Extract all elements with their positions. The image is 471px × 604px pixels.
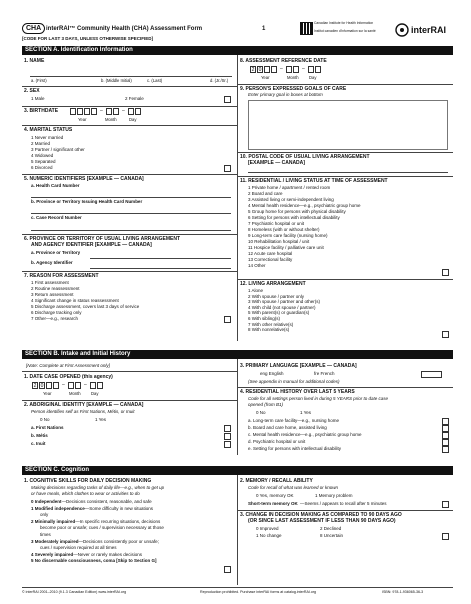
birth-day-caption: Day bbox=[129, 117, 137, 122]
case-day-caption: Day bbox=[91, 391, 99, 396]
ref-month-caption: Month bbox=[287, 75, 299, 80]
reason-option: 7 Other—e.g., research bbox=[31, 316, 79, 321]
inuit-box[interactable] bbox=[224, 441, 231, 448]
residence-option: 3 Assisted living or semi-independent living bbox=[248, 197, 334, 202]
interrai-logo-icon bbox=[395, 23, 409, 37]
birthdate-label: 3. BIRTHDATE bbox=[24, 108, 59, 114]
cognitive-option bbox=[40, 546, 117, 551]
history-item: d. Psychiatric hospital or unit bbox=[248, 439, 306, 444]
language-english: eng English bbox=[260, 371, 284, 376]
digit-box[interactable] bbox=[91, 108, 97, 115]
living-option: 2 With spouse / partner only bbox=[248, 293, 305, 299]
digit-box[interactable] bbox=[75, 382, 81, 389]
short-term-memory-label: Short-term memory OK bbox=[248, 501, 298, 506]
interrai-brand: interRAI bbox=[411, 25, 447, 35]
residence-option: 12 Acute care hospital bbox=[248, 251, 293, 256]
history-hint-2: opened (from B1) bbox=[248, 402, 284, 407]
history-hint-1: Code for all settings person lived in during 5 YEARS prior to date case bbox=[248, 396, 388, 401]
memory-code-ok: 0 Yes, memory OK bbox=[256, 493, 294, 498]
reason-option: 1 First assessment bbox=[31, 280, 69, 285]
digit-box[interactable] bbox=[53, 382, 59, 389]
living-option: 7 With other relative(s) bbox=[248, 321, 294, 327]
living-option: 8 With nonrelative(s) bbox=[248, 327, 290, 333]
digit-box[interactable] bbox=[293, 66, 299, 73]
separator: – bbox=[100, 108, 103, 114]
digit-box[interactable] bbox=[315, 66, 321, 73]
residence-option: 6 Setting for persons with intellectual disability bbox=[248, 215, 340, 220]
language-french: fre French bbox=[314, 371, 335, 376]
province-territory-label: a. Province or Territory bbox=[31, 250, 81, 255]
divider bbox=[237, 387, 453, 388]
cognitive-option-desc: —Decisions consistent, reasonable, and safe bbox=[61, 499, 152, 504]
cognitive-option bbox=[31, 507, 153, 512]
cognitive-option-code: 2 Minimally impaired bbox=[31, 518, 76, 524]
reason-option: 5 Discharge assessment, covers last 3 days of service bbox=[31, 304, 140, 309]
digit-box[interactable] bbox=[84, 108, 90, 115]
suffix-caption: d. (Jr./Sr.) bbox=[210, 78, 229, 83]
residence-option: 7 Psychiatric hospital or unit bbox=[248, 221, 305, 226]
column-divider bbox=[237, 55, 238, 341]
decision-change-label: 3. CHANGE IN DECISION MAKING AS COMPARED TO 90 DAYS AGO bbox=[240, 512, 402, 518]
section-b-header: SECTION B. Intake and Initial History bbox=[22, 350, 453, 359]
divider bbox=[237, 84, 453, 85]
memory-label: 2. MEMORY / RECALL ABILITY bbox=[240, 478, 313, 484]
case-record-input[interactable] bbox=[31, 230, 231, 231]
divider bbox=[22, 234, 237, 235]
aboriginal-code-yes: 1 Yes bbox=[95, 417, 107, 422]
digit-box[interactable] bbox=[46, 382, 52, 389]
reference-date-input[interactable] bbox=[250, 66, 350, 74]
sex-code-box[interactable] bbox=[224, 96, 231, 103]
residence-option: 11 Hospice facility / palliative care unit bbox=[248, 245, 324, 250]
postal-code-sub: [EXAMPLE — CANADA] bbox=[248, 160, 305, 166]
digit-box[interactable]: 2 bbox=[251, 67, 255, 73]
history-item: c. Mental health residence—e.g., psychiatric group home bbox=[248, 432, 362, 437]
digit-box[interactable] bbox=[128, 108, 134, 115]
cognitive-option bbox=[40, 533, 51, 538]
aboriginal-label: 2. ABORIGINAL IDENTITY [EXAMPLE — CANADA] bbox=[24, 402, 144, 408]
cognitive-option bbox=[40, 513, 48, 518]
first-nations-label: a. First Nations bbox=[31, 425, 64, 430]
divider bbox=[237, 176, 453, 177]
language-note: (See appendix in manual for additional codes) bbox=[248, 379, 340, 384]
residence-option: 14 Other bbox=[248, 263, 266, 268]
residence-option: 13 Correctional facility bbox=[248, 257, 293, 262]
cognitive-hint-2: or have meals, which clothes to wear or activities to do bbox=[31, 491, 140, 496]
sex-option-female: 2 Female bbox=[125, 96, 144, 101]
divider bbox=[22, 371, 237, 372]
change-option: 8 Uncertain bbox=[320, 533, 344, 538]
marital-code-box[interactable] bbox=[224, 165, 231, 172]
residence-option: 4 Mental health residence—e.g., psychiatric group home bbox=[248, 203, 361, 208]
cognitive-skills-label: 1. COGNITIVE SKILLS FOR DAILY DECISION MAKING bbox=[24, 478, 152, 484]
name-input-line[interactable] bbox=[30, 76, 232, 77]
residential-status-label: 11. RESIDENTIAL / LIVING STATUS AT TIME OF ASSESSMENT bbox=[240, 178, 388, 184]
residence-option: 9 Long-term care facility (nursing home) bbox=[248, 233, 328, 238]
separator: – bbox=[84, 382, 87, 388]
section-b-note: [Note: Complete at First Assessment only] bbox=[26, 363, 110, 368]
reference-date-label: 8. ASSESSMENT REFERENCE DATE bbox=[240, 58, 327, 64]
divider bbox=[237, 279, 453, 280]
agency-identifier-label: b. Agency Identifier bbox=[31, 260, 73, 265]
cognitive-option-code: 0 Independent bbox=[31, 499, 62, 504]
case-opened-input[interactable] bbox=[32, 382, 132, 390]
cognitive-option bbox=[31, 520, 160, 525]
cognitive-option-code: 3 Moderately impaired bbox=[31, 538, 79, 544]
issuing-province-label: b. Province or Territory Issuing Health Card Number bbox=[31, 199, 143, 204]
column-divider bbox=[237, 475, 238, 585]
ref-day-caption: Day bbox=[309, 75, 317, 80]
cognitive-option bbox=[31, 540, 159, 545]
last-name-caption: c. (Last) bbox=[147, 78, 163, 83]
code-note: [CODE FOR LAST 3 DAYS, UNLESS OTHERWISE SPECIFIED] bbox=[22, 36, 154, 41]
separator: – bbox=[280, 66, 283, 72]
section-c-header: SECTION C. Cognition bbox=[22, 466, 453, 475]
cihi-name-en: Canadian Institute for Health Information bbox=[314, 21, 374, 25]
reason-option: 2 Routine reassessment bbox=[31, 286, 80, 291]
change-option: 0 Improved bbox=[256, 526, 279, 531]
decision-change-label-2: (OR SINCE LAST ASSESSMENT IF LESS THAN 90 DAYS AGO) bbox=[248, 518, 396, 524]
goals-entry-area[interactable] bbox=[248, 100, 448, 150]
history-box[interactable] bbox=[442, 418, 449, 425]
inuit-label: c. Inuit bbox=[31, 441, 46, 446]
first-nations-box[interactable] bbox=[224, 425, 231, 432]
province-input[interactable] bbox=[90, 258, 231, 259]
marital-option: 6 Divorced bbox=[31, 165, 53, 170]
residence-option: 1 Private home / apartment / rented room bbox=[248, 185, 331, 190]
footer-reproduction: Reproduction prohibited. Purchase interRAI forms at catalog.interRAI.org bbox=[200, 590, 317, 594]
divider bbox=[22, 106, 237, 107]
cognitive-option-desc: cues / supervision required at all times bbox=[40, 545, 117, 551]
issuing-province-input[interactable] bbox=[31, 213, 231, 214]
residence-option: 2 Board and care bbox=[248, 191, 283, 196]
case-year-caption: Year bbox=[43, 391, 52, 396]
history-box[interactable] bbox=[442, 446, 449, 453]
footer-rule bbox=[22, 587, 453, 588]
footer-isbn: ISBN: 978-1-936065-36-3 bbox=[382, 590, 424, 594]
digit-box[interactable] bbox=[308, 66, 314, 73]
birthdate-input[interactable] bbox=[70, 108, 188, 116]
footer-copyright: © interRAI 2001–2010 (9.1.3 Canadian Edition) www.interRAI.org bbox=[22, 590, 127, 594]
reason-option: 6 Discharge tracking only bbox=[31, 310, 82, 315]
goals-label: 9. PERSON'S EXPRESSED GOALS OF CARE bbox=[240, 86, 347, 92]
agency-identifier-input[interactable] bbox=[90, 268, 231, 269]
reason-code-box[interactable] bbox=[224, 316, 231, 323]
living-option: 6 With sibling(s) bbox=[248, 316, 281, 321]
digit-box[interactable]: 2 bbox=[33, 383, 37, 389]
digit-box[interactable] bbox=[70, 108, 76, 115]
digit-box[interactable] bbox=[113, 108, 119, 115]
metis-box[interactable] bbox=[224, 433, 231, 440]
residence-option: 5 Group home for persons with physical disability bbox=[248, 209, 346, 214]
cognitive-option-desc: —Decisions consistently poor or unsafe; bbox=[78, 538, 159, 544]
case-opened-label: 1. DATE CASE OPENED (this agency) bbox=[24, 374, 113, 380]
cognitive-option-code: 5 No discernable consciousness, coma [Skip to Section G] bbox=[31, 558, 157, 564]
cihi-name-fr: Institut canadien d'information sur la santé bbox=[314, 29, 376, 33]
name-label: 1. NAME bbox=[24, 58, 45, 64]
digit-box[interactable]: 0 bbox=[40, 383, 44, 389]
language-code-box[interactable] bbox=[421, 371, 442, 378]
divider bbox=[237, 152, 453, 153]
residence-option: 10 Rehabilitation hospital / unit bbox=[248, 239, 310, 244]
memory-hint: Code for recall of what was learned or known bbox=[248, 485, 339, 490]
cognitive-option-desc: —Some difficulty in new situations bbox=[84, 505, 153, 511]
column-divider bbox=[237, 359, 238, 455]
history-item: a. Long-term care facility—e.g., nursing home bbox=[248, 418, 340, 423]
history-item: b. Board and care home, assisted living bbox=[248, 425, 327, 430]
cognitive-option bbox=[31, 553, 142, 558]
living-option: 3 With spouse / partner and other(s) bbox=[248, 299, 321, 305]
cha-logo-badge: CHA bbox=[22, 23, 45, 34]
reason-option: 4 Significant change in status reassessment bbox=[31, 298, 119, 303]
divider bbox=[22, 271, 237, 272]
separator: – bbox=[62, 382, 65, 388]
cognitive-option-desc: times bbox=[40, 532, 51, 537]
numeric-identifiers-label: 5. NUMERIC IDENTIFIERS [EXAMPLE — CANADA] bbox=[24, 176, 144, 182]
middle-initial-caption: b. (Middle Initial) bbox=[101, 78, 132, 83]
cognitive-option bbox=[31, 559, 157, 564]
marital-status-label: 4. MARITAL STATUS bbox=[24, 127, 73, 133]
cognitive-code-box[interactable] bbox=[224, 566, 231, 573]
history-box[interactable] bbox=[442, 425, 449, 432]
divider bbox=[22, 125, 237, 126]
marital-option: 3 Partner / significant other bbox=[31, 147, 85, 152]
cihi-logo-icon bbox=[300, 22, 313, 35]
cognitive-option-desc: —In specific recurring situations, decisions bbox=[75, 518, 161, 524]
province-label-cont: AND AGENCY IDENTIFIER [EXAMPLE — CANADA] bbox=[31, 242, 152, 248]
digit-box[interactable] bbox=[135, 108, 141, 115]
divider bbox=[22, 86, 237, 87]
history-item: e. Setting for persons with intellectual disability bbox=[248, 446, 342, 451]
history-code-no: 0 No bbox=[256, 410, 266, 415]
marital-option: 1 Never married bbox=[31, 135, 64, 140]
metis-label: b. Métis bbox=[31, 433, 48, 438]
living-option: 4 With child (not spouse / partner) bbox=[248, 304, 316, 310]
short-term-memory-box[interactable] bbox=[442, 501, 449, 508]
divider bbox=[237, 510, 453, 511]
health-card-input[interactable] bbox=[31, 197, 231, 198]
cognitive-option bbox=[40, 526, 164, 531]
cognitive-option bbox=[31, 500, 152, 505]
reason-label: 7. REASON FOR ASSESSMENT bbox=[24, 273, 99, 279]
cognitive-option-desc: become poor or unsafe; cues / supervision necessary at those bbox=[40, 525, 164, 531]
change-option: 2 Declined bbox=[320, 526, 342, 531]
digit-box[interactable] bbox=[106, 108, 112, 115]
sex-label: 2. SEX bbox=[24, 88, 40, 94]
short-term-memory-desc: —Seems / appears to recall after 5 minutes bbox=[300, 501, 387, 506]
change-option: 1 No change bbox=[256, 533, 282, 538]
residence-code-box[interactable] bbox=[442, 269, 449, 276]
case-month-caption: Month bbox=[69, 391, 81, 396]
page-number: 1 bbox=[262, 26, 266, 32]
health-card-label: a. Health Card Number bbox=[31, 183, 80, 188]
digit-box[interactable] bbox=[271, 66, 277, 73]
province-label: 6. PROVINCE OR TERRITORY OF USUAL LIVING ARRANGEMENT bbox=[24, 236, 181, 242]
digit-box[interactable] bbox=[97, 382, 103, 389]
form-title: interRAI™ Community Health (CHA) Assessment Form bbox=[46, 26, 203, 32]
cognitive-option-code: 1 Modified independence bbox=[31, 505, 85, 511]
marital-option: 5 Separated bbox=[31, 159, 56, 164]
postal-code-label: 10. POSTAL CODE OF USUAL LIVING ARRANGEMENT bbox=[240, 154, 370, 160]
reason-option: 3 Return assessment bbox=[31, 292, 74, 297]
divider bbox=[22, 400, 237, 401]
cognitive-option-desc: only bbox=[40, 512, 49, 518]
digit-box[interactable] bbox=[264, 66, 270, 73]
digit-box[interactable]: 0 bbox=[258, 67, 262, 73]
cognitive-option-desc: —Never or rarely makes decisions bbox=[73, 551, 143, 557]
residential-history-label: 4. RESIDENTIAL HISTORY OVER LAST 5 YEARS bbox=[240, 389, 355, 395]
history-code-yes: 1 Yes bbox=[300, 410, 312, 415]
aboriginal-code-no: 0 No bbox=[40, 417, 50, 422]
postal-code-input[interactable] bbox=[248, 172, 448, 173]
birth-month-caption: Month bbox=[105, 117, 117, 122]
residence-option: 8 Homeless (with or without shelter) bbox=[248, 227, 320, 232]
digit-box[interactable] bbox=[90, 382, 96, 389]
primary-language-label: 3. PRIMARY LANGUAGE [EXAMPLE — CANADA] bbox=[240, 363, 357, 369]
marital-option: 2 Married bbox=[31, 141, 51, 146]
marital-option: 4 Widowed bbox=[31, 153, 54, 158]
digit-box[interactable] bbox=[286, 66, 292, 73]
living-option: 5 With parent(s) or guardian(s) bbox=[248, 310, 310, 316]
digit-box[interactable] bbox=[68, 382, 74, 389]
history-box[interactable] bbox=[442, 432, 449, 439]
decision-change-box[interactable] bbox=[442, 533, 449, 540]
divider bbox=[22, 174, 237, 175]
memory-code-problem: 1 Memory problem bbox=[315, 493, 353, 498]
separator: – bbox=[302, 66, 305, 72]
aboriginal-hint: Person identifies self as First Nations, Métis, or Inuit bbox=[31, 409, 135, 414]
ref-year-caption: Year bbox=[261, 75, 270, 80]
cognitive-option-code: 4 Severely impaired bbox=[31, 551, 74, 557]
living-code-box[interactable] bbox=[442, 331, 449, 338]
case-record-label: c. Case Record Number bbox=[31, 215, 82, 220]
history-box[interactable] bbox=[442, 439, 449, 446]
first-name-caption: a. (First) bbox=[31, 78, 47, 83]
birth-year-caption: Year bbox=[78, 117, 87, 122]
section-a-header: SECTION A. Identification Information bbox=[22, 46, 453, 55]
cognitive-hint-1: Making decisions regarding tasks of daily life—e.g., when to get up bbox=[31, 485, 165, 490]
digit-box[interactable] bbox=[77, 108, 83, 115]
living-option: 1 Alone bbox=[248, 288, 264, 293]
goals-hint: Enter primary goal in boxes at bottom bbox=[248, 92, 323, 97]
separator: – bbox=[122, 108, 125, 114]
living-arrangement-label: 12. LIVING ARRANGEMENT bbox=[240, 281, 306, 287]
sex-option-male: 1 Male bbox=[31, 96, 45, 101]
